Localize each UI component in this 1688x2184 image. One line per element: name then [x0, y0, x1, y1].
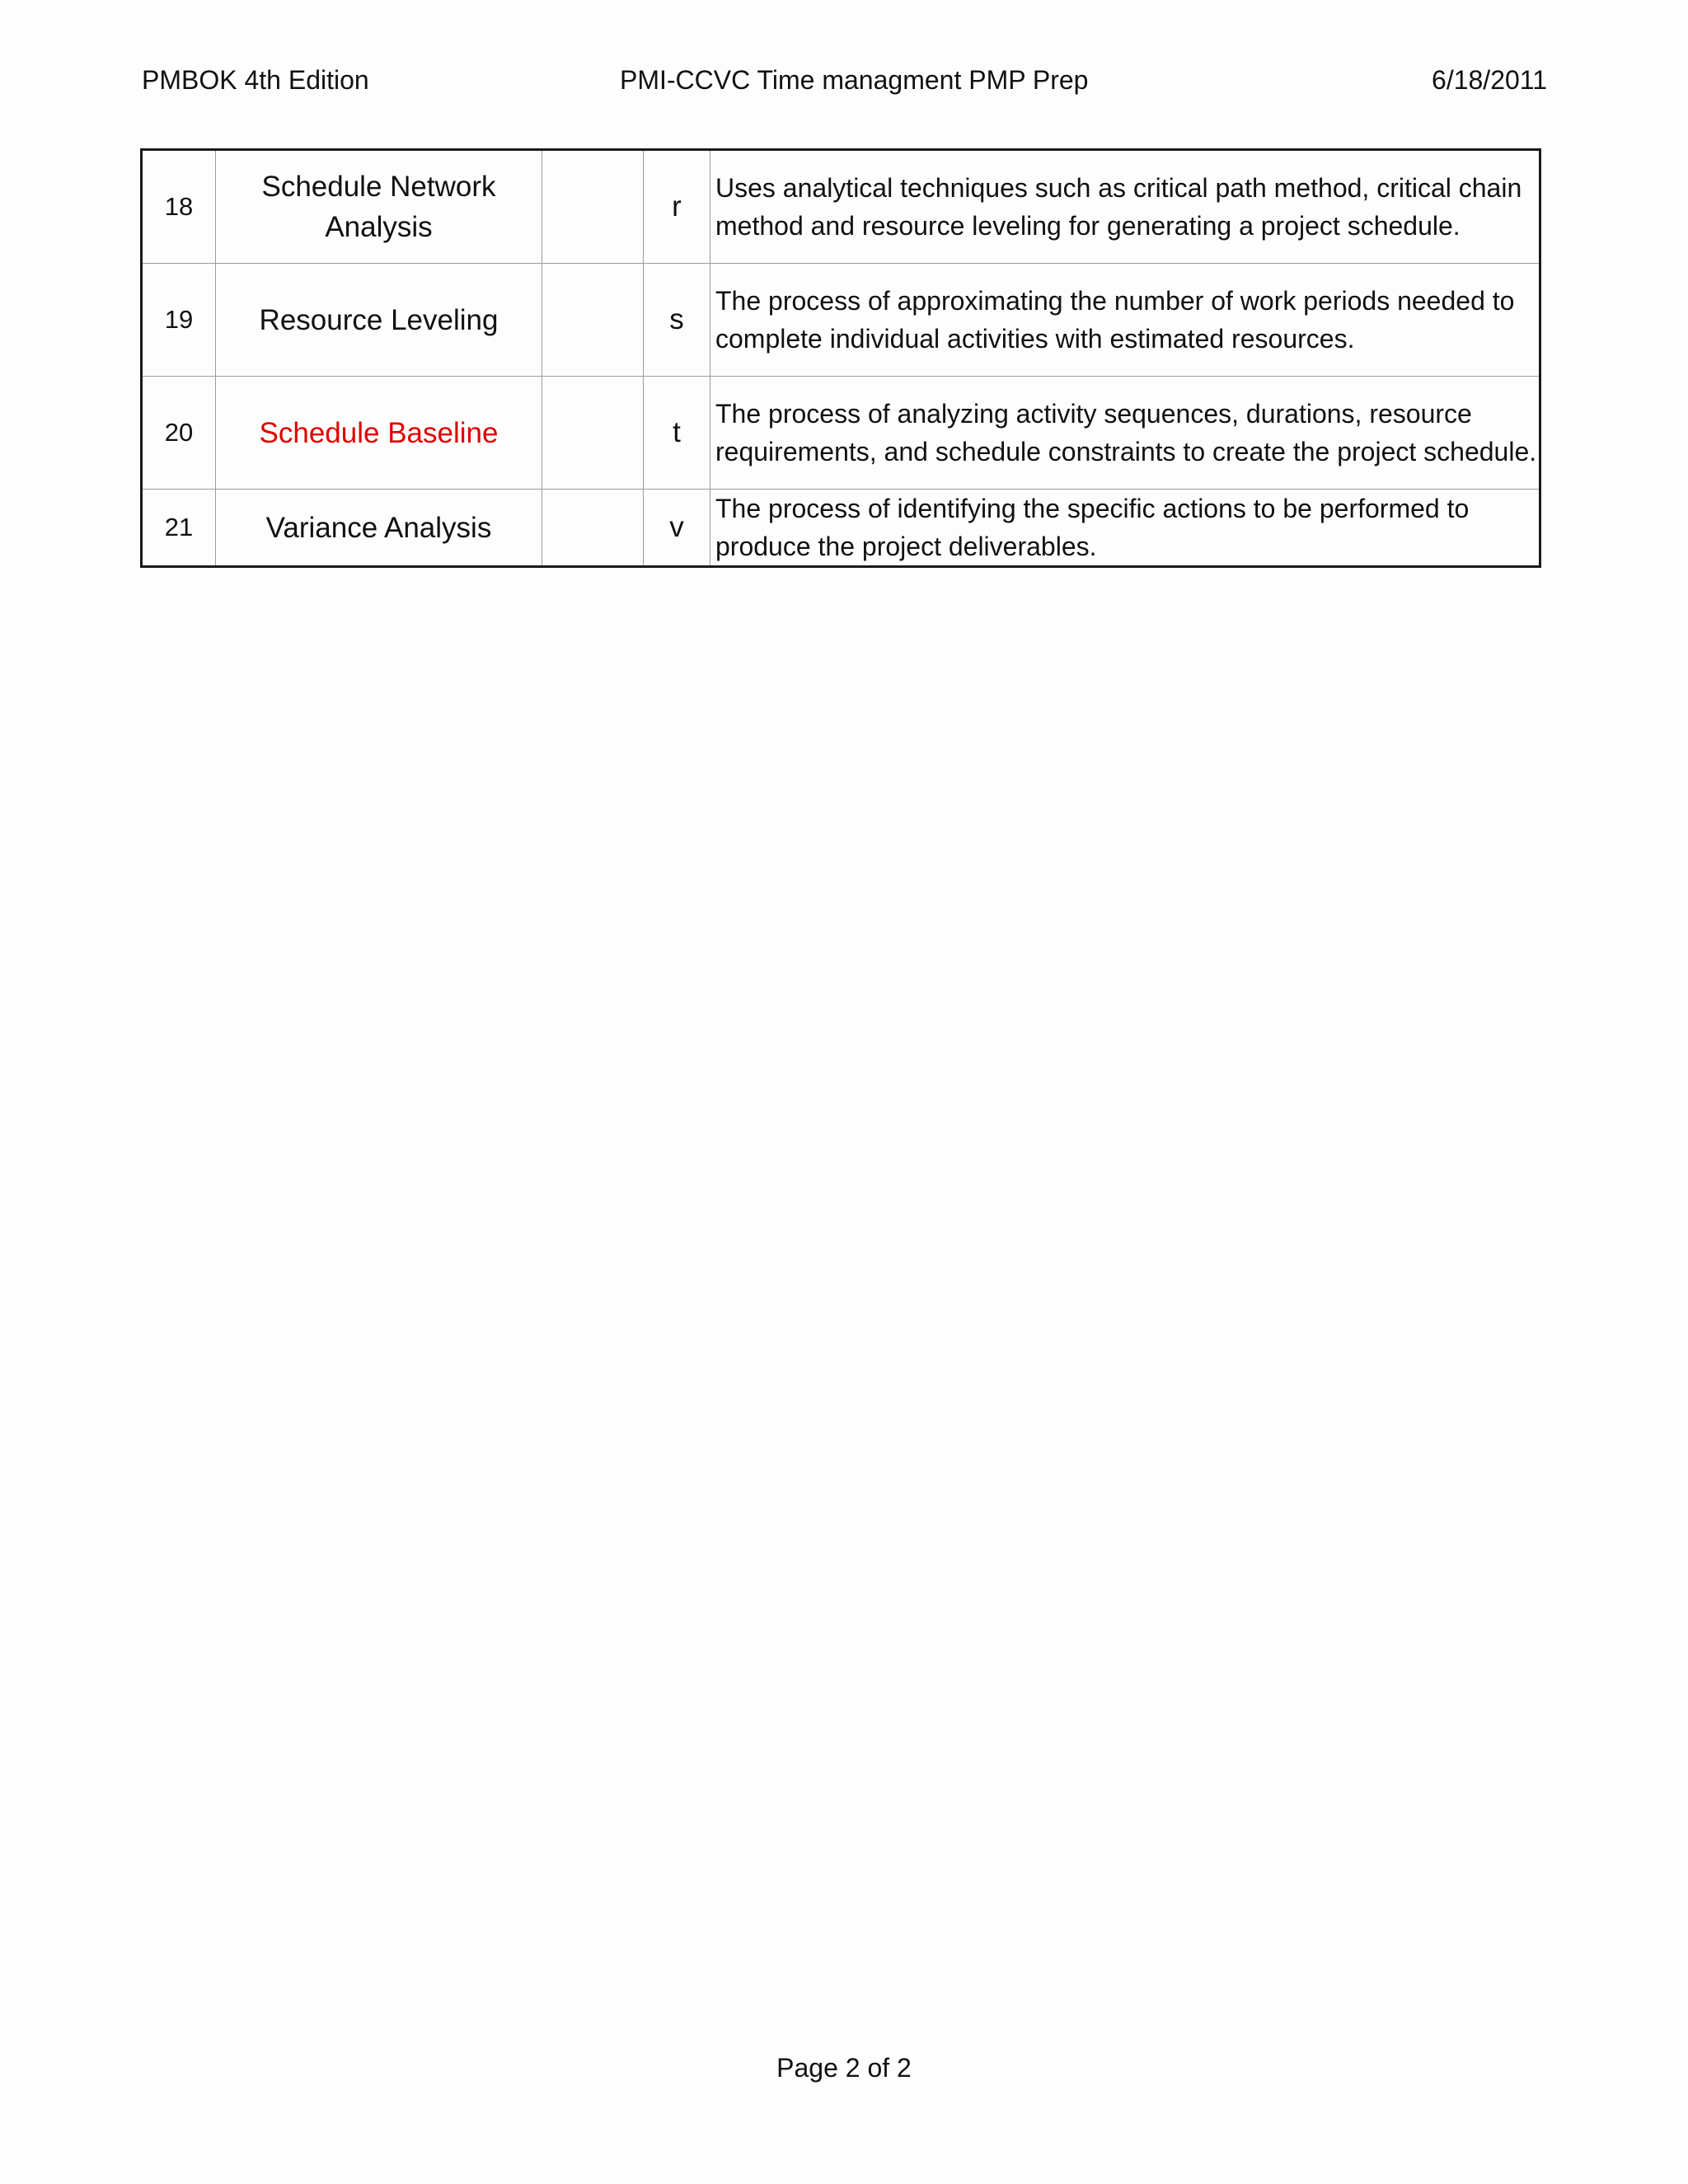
term-line: Analysis: [325, 211, 433, 243]
answer-blank-cell[interactable]: [542, 150, 644, 264]
table-row: [142, 150, 1540, 264]
definition-cell: [710, 264, 1540, 377]
page-number: Page 2 of 2: [776, 2053, 912, 2083]
definition-line: method and resource leveling for generating a project schedule.: [715, 211, 1461, 241]
definition-line: The process of analyzing activity sequences, durations, resource: [715, 399, 1472, 429]
term-line: Schedule Baseline: [259, 416, 499, 449]
table-row: [142, 377, 1540, 490]
definition-line: complete individual activities with estimated resources.: [715, 324, 1355, 354]
letter-cell: t: [644, 377, 710, 490]
header-center-title: PMI-CCVC Time managment PMP Prep: [620, 65, 1089, 95]
answer-blank-cell[interactable]: [542, 490, 644, 567]
definition-cell: [710, 490, 1540, 567]
term-cell: [216, 150, 542, 264]
matching-table: [140, 148, 1541, 568]
term-line: Variance Analysis: [265, 511, 492, 544]
table-row: [142, 490, 1540, 567]
definition-line: The process of identifying the specific actions to be performed to: [715, 494, 1470, 523]
letter-cell: s: [644, 264, 710, 377]
term-cell-highlighted: [216, 377, 542, 490]
definition-cell: [710, 377, 1540, 490]
row-number: 19: [142, 264, 216, 377]
term-cell: [216, 264, 542, 377]
table-row: [142, 264, 1540, 377]
header-date: 6/18/2011: [1432, 65, 1547, 95]
page-header: [0, 61, 1688, 99]
answer-blank-cell[interactable]: [542, 377, 644, 490]
definition-line: requirements, and schedule constraints to create the project schedule.: [715, 437, 1537, 466]
letter-cell: r: [644, 150, 710, 264]
answer-blank-cell[interactable]: [542, 264, 644, 377]
header-left-text: PMBOK 4th Edition: [142, 65, 369, 95]
row-number: 18: [142, 150, 216, 264]
term-line: Resource Leveling: [259, 303, 499, 336]
row-number: 20: [142, 377, 216, 490]
letter-cell: v: [644, 490, 710, 567]
definition-line: The process of approximating the number of work periods needed to: [715, 286, 1515, 316]
term-line: Schedule Network: [261, 171, 496, 203]
row-number: 21: [142, 490, 216, 567]
definition-line: produce the project deliverables.: [715, 532, 1097, 561]
definition-cell: [710, 150, 1540, 264]
term-cell: [216, 490, 542, 567]
page-footer: [0, 2049, 1688, 2087]
definition-line: Uses analytical techniques such as critical path method, critical chain: [715, 173, 1522, 203]
